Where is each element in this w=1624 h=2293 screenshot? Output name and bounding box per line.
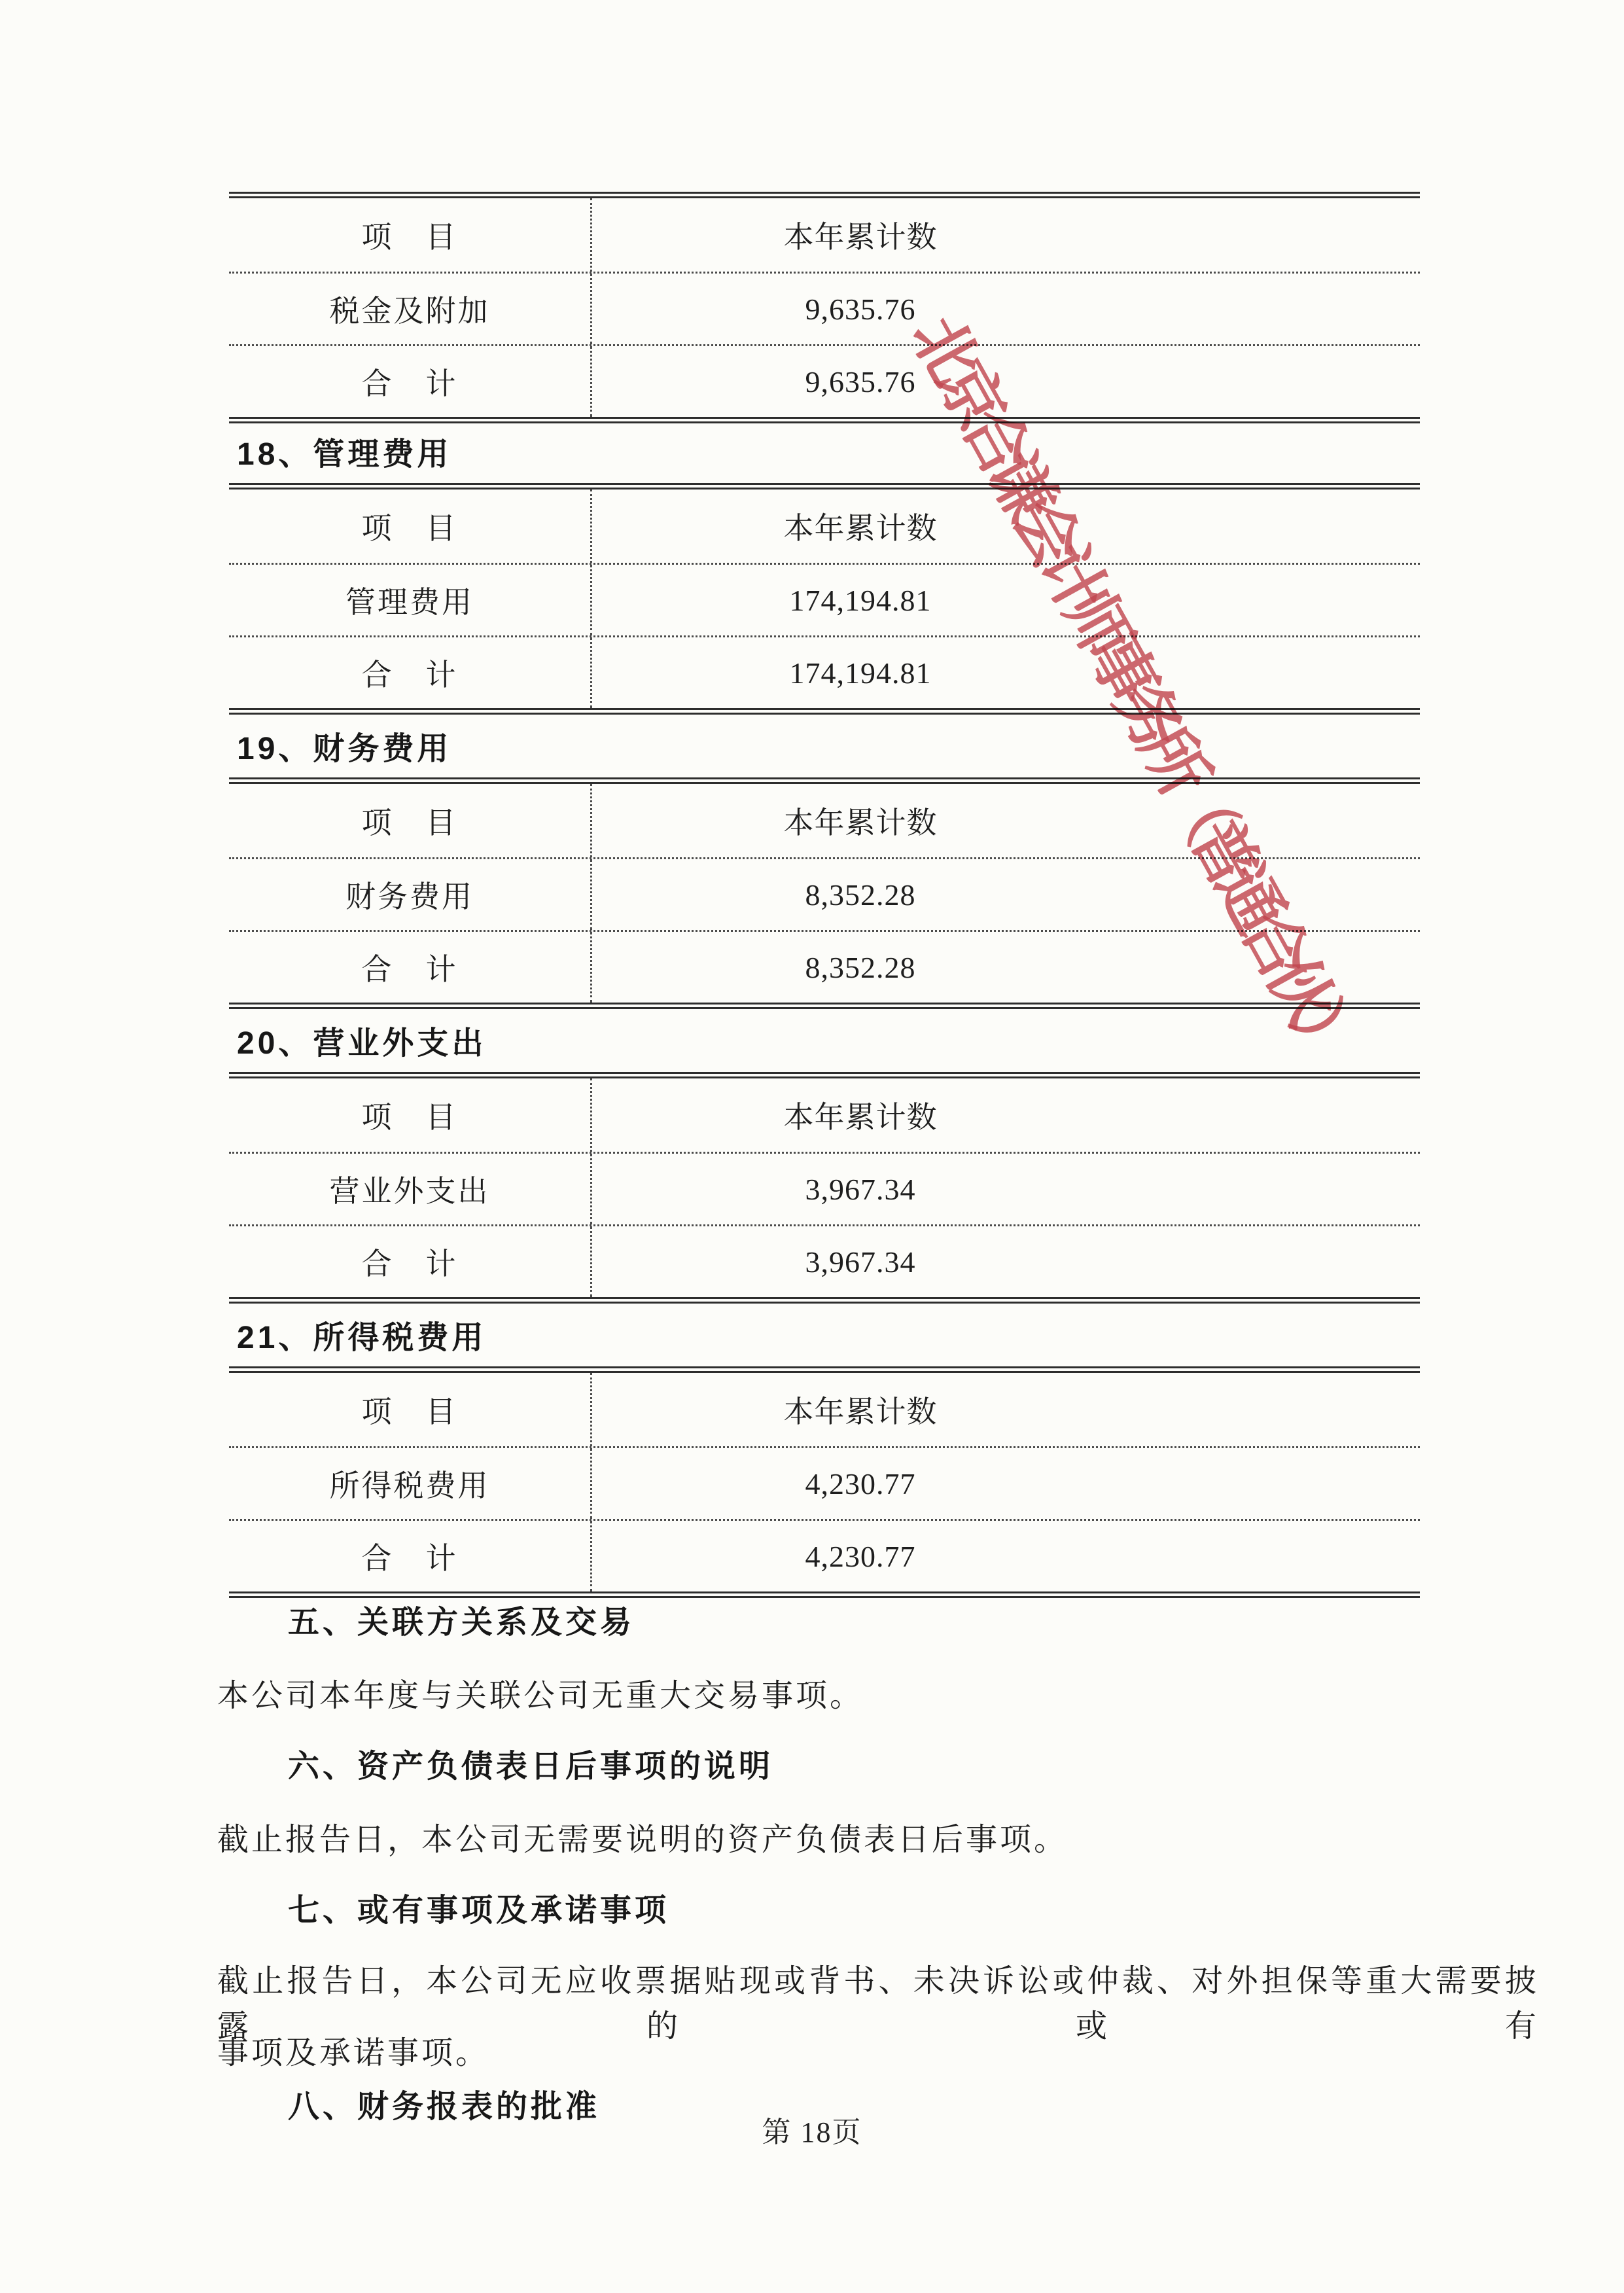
- table-total-row: [229, 1224, 1420, 1297]
- item-cell: 营业外支出: [229, 1154, 592, 1224]
- note-body-post-balance-sheet-events: 截止报告日，本公司无需要说明的资产负债表日后事项。: [217, 1822, 1068, 1857]
- item-cell: 税金及附加: [229, 274, 592, 344]
- table-row: [229, 272, 1420, 344]
- item-cell: 所得税费用: [229, 1448, 592, 1519]
- amount-header-cell: [592, 1373, 1420, 1446]
- amount-value: 3,967.34: [805, 1172, 916, 1206]
- table-income-tax-expense: [229, 1366, 1420, 1598]
- amount-cell: [592, 1154, 1420, 1224]
- table-row: [229, 1446, 1420, 1519]
- note-body-contingencies-line2: 事项及承诺事项。: [217, 2036, 490, 2071]
- total-label-cell: 合 计: [229, 637, 592, 708]
- section-heading-20-nonoperating-expenses: 20、营业外支出: [237, 1026, 487, 1061]
- note-heading-contingencies-commitments: 七、或有事项及承诺事项: [288, 1893, 670, 1928]
- total-amount-cell: [592, 1521, 1420, 1591]
- table-admin-expenses: [229, 483, 1420, 715]
- total-amount-cell: [592, 1226, 1420, 1297]
- amount-header-cell: [592, 198, 1420, 272]
- amount-cell: [592, 859, 1420, 930]
- table-header-row: [229, 198, 1420, 272]
- note-body-related-parties: 本公司本年度与关联公司无重大交易事项。: [217, 1679, 864, 1713]
- note-heading-post-balance-sheet-events: 六、资产负债表日后事项的说明: [288, 1749, 774, 1784]
- table-header-row: [229, 1078, 1420, 1152]
- item-header-cell: 项 目: [229, 1373, 592, 1446]
- table-header-row: [229, 489, 1420, 563]
- table-taxes-and-surcharges: [229, 192, 1420, 423]
- amount-header-text: 本年累计数: [783, 512, 938, 545]
- table-total-row: [229, 930, 1420, 1003]
- item-header-cell: 项 目: [229, 784, 592, 857]
- section-heading-21-income-tax-expense: 21、所得税费用: [237, 1321, 487, 1355]
- note-heading-approval-of-statements: 八、财务报表的批准: [288, 2089, 601, 2124]
- total-amount-cell: [592, 346, 1420, 417]
- total-amount-value: 8,352.28: [805, 950, 916, 984]
- amount-value: 174,194.81: [789, 583, 932, 617]
- amount-value: 4,230.77: [805, 1466, 916, 1501]
- total-label-cell: 合 计: [229, 1226, 592, 1297]
- table-row: [229, 563, 1420, 635]
- amount-header-cell: [592, 1078, 1420, 1152]
- total-label-cell: 合 计: [229, 1521, 592, 1591]
- amount-header-text: 本年累计数: [783, 221, 938, 254]
- total-amount-cell: [592, 932, 1420, 1003]
- total-amount-value: 9,635.76: [805, 364, 916, 399]
- note-heading-related-parties: 五、关联方关系及交易: [288, 1605, 635, 1640]
- amount-header-cell: [592, 784, 1420, 857]
- amount-header-text: 本年累计数: [783, 806, 938, 840]
- item-cell: 管理费用: [229, 565, 592, 635]
- item-header-cell: 项 目: [229, 198, 592, 272]
- item-cell: 财务费用: [229, 859, 592, 930]
- table-financial-expenses: [229, 777, 1420, 1009]
- table-row: [229, 1152, 1420, 1224]
- red-audit-firm-stamp: 北京合谦会计师事务所（普通合伙）: [898, 304, 1368, 1072]
- total-amount-cell: [592, 637, 1420, 708]
- table-total-row: [229, 635, 1420, 708]
- total-amount-value: 174,194.81: [789, 656, 932, 690]
- amount-cell: [592, 1448, 1420, 1519]
- table-header-row: [229, 784, 1420, 857]
- amount-value: 9,635.76: [805, 292, 916, 326]
- item-header-cell: 项 目: [229, 489, 592, 563]
- amount-cell: [592, 565, 1420, 635]
- amount-header-text: 本年累计数: [783, 1101, 938, 1134]
- section-heading-18-admin-expenses: 18、管理费用: [237, 437, 452, 472]
- table-total-row: [229, 1519, 1420, 1591]
- item-header-cell: 项 目: [229, 1078, 592, 1152]
- page-number: 第 18页: [762, 2116, 862, 2148]
- section-heading-19-financial-expenses: 19、财务费用: [237, 732, 452, 766]
- table-total-row: [229, 344, 1420, 417]
- note-body-contingencies-line1: 截止报告日，本公司无应收票据贴现或背书、未决诉讼或仲裁、对外担保等重大需要披露的或有: [217, 1964, 1539, 2044]
- table-header-row: [229, 1373, 1420, 1446]
- amount-header-cell: [592, 489, 1420, 563]
- total-amount-value: 3,967.34: [805, 1245, 916, 1279]
- amount-header-text: 本年累计数: [783, 1395, 938, 1429]
- total-label-cell: 合 计: [229, 932, 592, 1003]
- table-nonoperating-expenses: [229, 1072, 1420, 1304]
- amount-value: 8,352.28: [805, 878, 916, 912]
- total-label-cell: 合 计: [229, 346, 592, 417]
- amount-cell: [592, 274, 1420, 344]
- table-row: [229, 857, 1420, 930]
- total-amount-value: 4,230.77: [805, 1539, 916, 1573]
